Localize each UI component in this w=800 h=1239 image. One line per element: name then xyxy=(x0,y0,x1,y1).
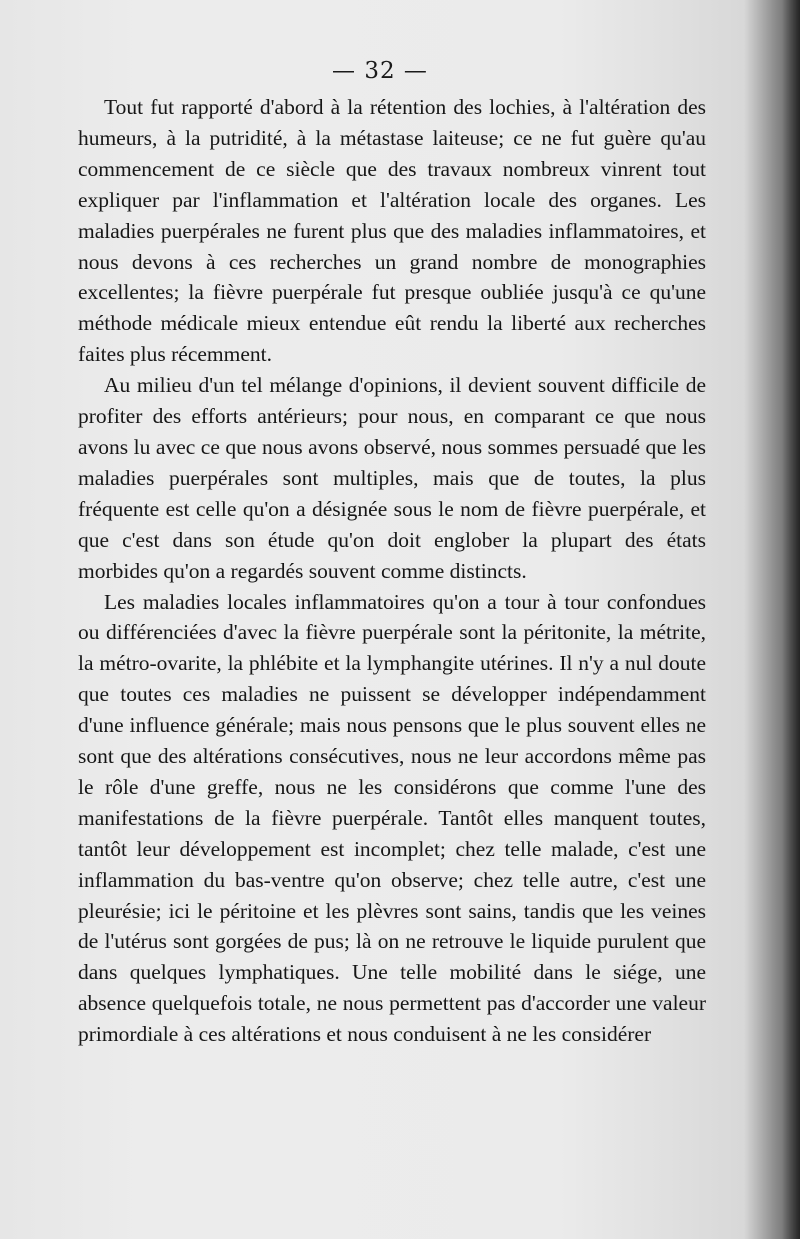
body-text xyxy=(78,92,706,1050)
paragraph-3: Les maladies locales inflammatoires qu'on a tour à tour confondues ou différenciées d'avec la fièvre puerpérale sont la péritonite, la métrite, la métro-ovarite, la phlébite et la lymphangite utérines. Il n'y a nul doute que toutes ces maladies ne puissent se développer indépendamment d'une influence générale; mais nous pensons que le plus souvent elles ne sont que des altérations consécutives, nous ne leur accordons même pas le rôle d'une greffe, nous ne les considérons que comme l'une des manifestations de la fièvre puerpérale. Tantôt elles manquent toutes, tantôt leur développement est incomplet; chez telle malade, c'est une inflammation du bas-ventre qu'on observe; chez telle autre, c'est une pleurésie; ici le péritoine et les plèvres sont sains, tandis que les veines de l'utérus sont gorgées de pus; là on ne retrouve le liquide purulent que dans quelques lymphatiques. Une telle mobilité dans le siége, une absence quelquefois totale, ne nous permettent pas d'accorder une valeur primordiale à ces altérations et nous conduisent à ne les considérer xyxy=(78,589,706,1047)
paragraph-1: Tout fut rapporté d'abord à la rétention des lochies, à l'altération des humeurs, à la putridité, à la métastase laiteuse; ce ne fut guère qu'au commencement de ce siècle que des travaux nombreux vinrent tout expliquer par l'inflammation et l'altération locale des organes. Les maladies puerpérales ne furent plus que des maladies inflammatoires, et nous devons à ces recherches un grand nombre de monographies excellentes; la fièvre puerpérale fut presque oubliée jusqu'à ce qu'une méthode médicale mieux entendue eût rendu la liberté aux recherches faites plus récemment. xyxy=(78,95,706,367)
page-edge-shadow xyxy=(782,0,800,1239)
page-number: — 32 — xyxy=(332,58,428,84)
paragraph-2: Au milieu d'un tel mélange d'opinions, il devient souvent difficile de profiter des efforts antérieurs; pour nous, en comparant ce que nous avons lu avec ce que nous avons observé, nous sommes persuadé que les maladies puerpérales sont multiples, mais que de toutes, la plus fréquente est celle qu'on a désignée sous le nom de fièvre puerpérale, et que c'est dans son étude qu'on doit englober la plupart des états morbides qu'on a regardés souvent comme distincts. xyxy=(78,373,706,583)
